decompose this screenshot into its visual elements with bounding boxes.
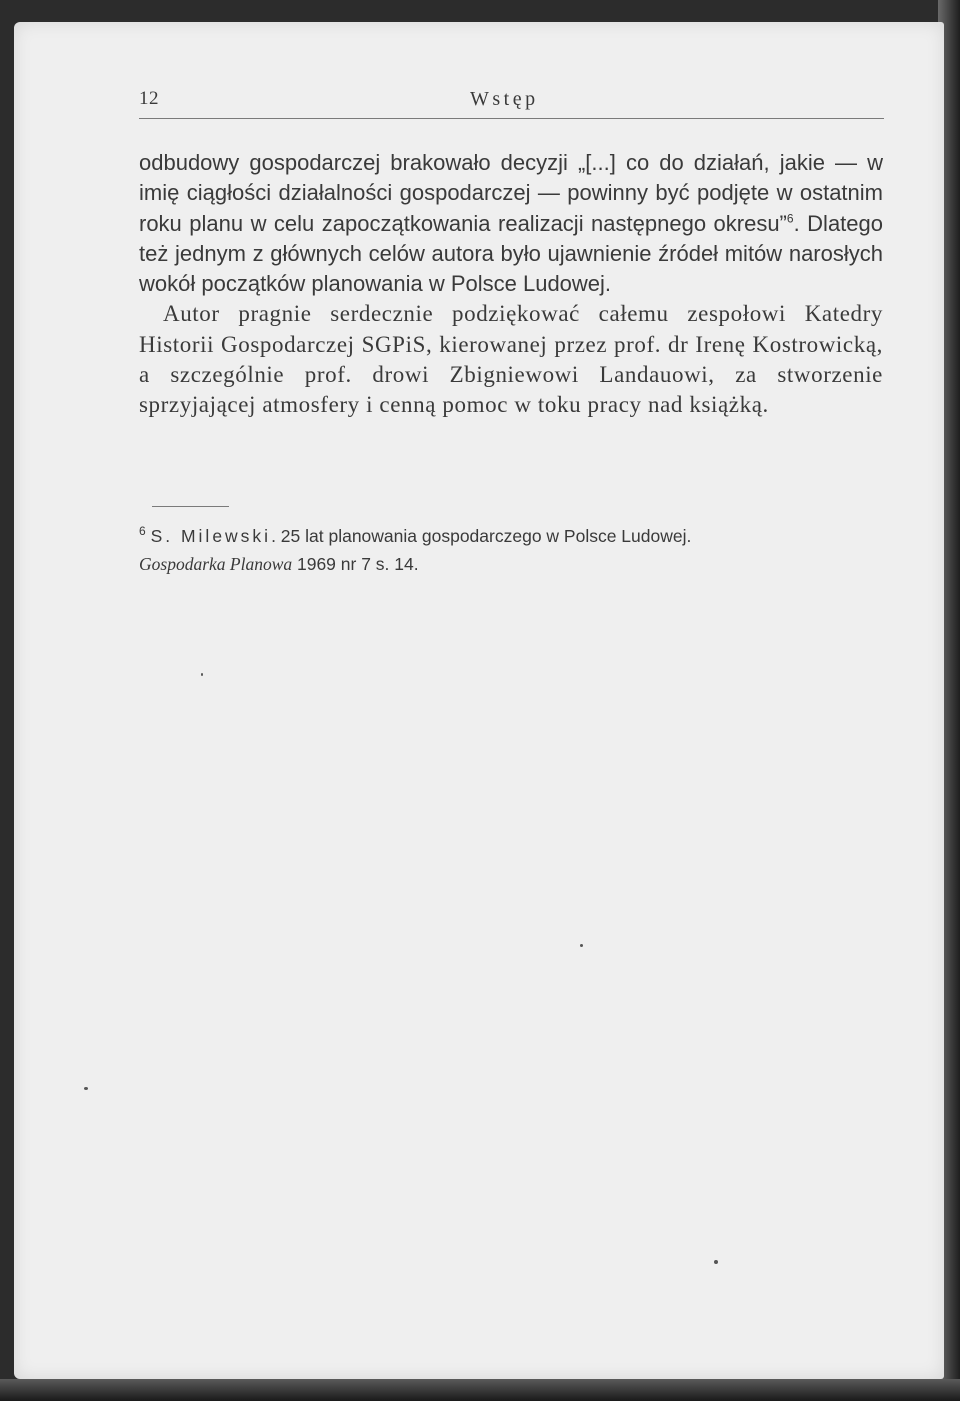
paragraph-2: Autor pragnie serdecznie podziękować całemu zespołowi Katedry Historii Gospodarczej SGPiS, kierowanej przez prof. dr Irenę Kostrowicką, a szczególnie prof. drowi Zbigniewowi Landauowi, za stworzenie sprzyjającej atmosfery i cenną pomoc w toku pracy nad książką. bbox=[139, 301, 883, 418]
scan-edge-bottom bbox=[0, 1379, 960, 1401]
paper-speck bbox=[84, 1087, 88, 1090]
footnote-author: S. Milewski bbox=[150, 526, 272, 546]
page-header bbox=[139, 88, 897, 118]
paper-speck bbox=[714, 1260, 718, 1264]
footnote bbox=[139, 522, 885, 578]
footnote-details: 1969 nr 7 s. 14. bbox=[292, 554, 419, 574]
footnote-journal: Gospodarka Planowa bbox=[139, 554, 293, 574]
footnote-rule bbox=[152, 506, 229, 507]
paper-speck bbox=[201, 673, 203, 676]
footnote-title: . 25 lat planowania gospodarczego w Polsce Ludowej. bbox=[271, 526, 692, 546]
running-title: Wstęp bbox=[470, 88, 539, 110]
paper-speck bbox=[580, 944, 583, 947]
paragraph-1-text-a: odbudowy gospodarczej brakowało decyzji „[...] co do działań, jakie — w imię ciągłości działalności gospodarczej — powinny być podjęte w ostatnim roku planu w celu zapoczątkowania realizacji następnego okresu” bbox=[139, 150, 883, 236]
paragraph-1-text-b: . Dlatego też jednym z głównych celów autora było ujawnienie źródeł mitów narosłych wokół początków planowania w Polsce Ludowej. bbox=[139, 210, 883, 297]
paragraph-1 bbox=[139, 148, 883, 299]
body-text bbox=[139, 148, 883, 421]
page-number: 12 bbox=[139, 88, 159, 109]
footnote-reference: 6 bbox=[786, 211, 794, 226]
header-rule bbox=[139, 118, 884, 119]
footnote-marker: 6 bbox=[139, 524, 146, 539]
